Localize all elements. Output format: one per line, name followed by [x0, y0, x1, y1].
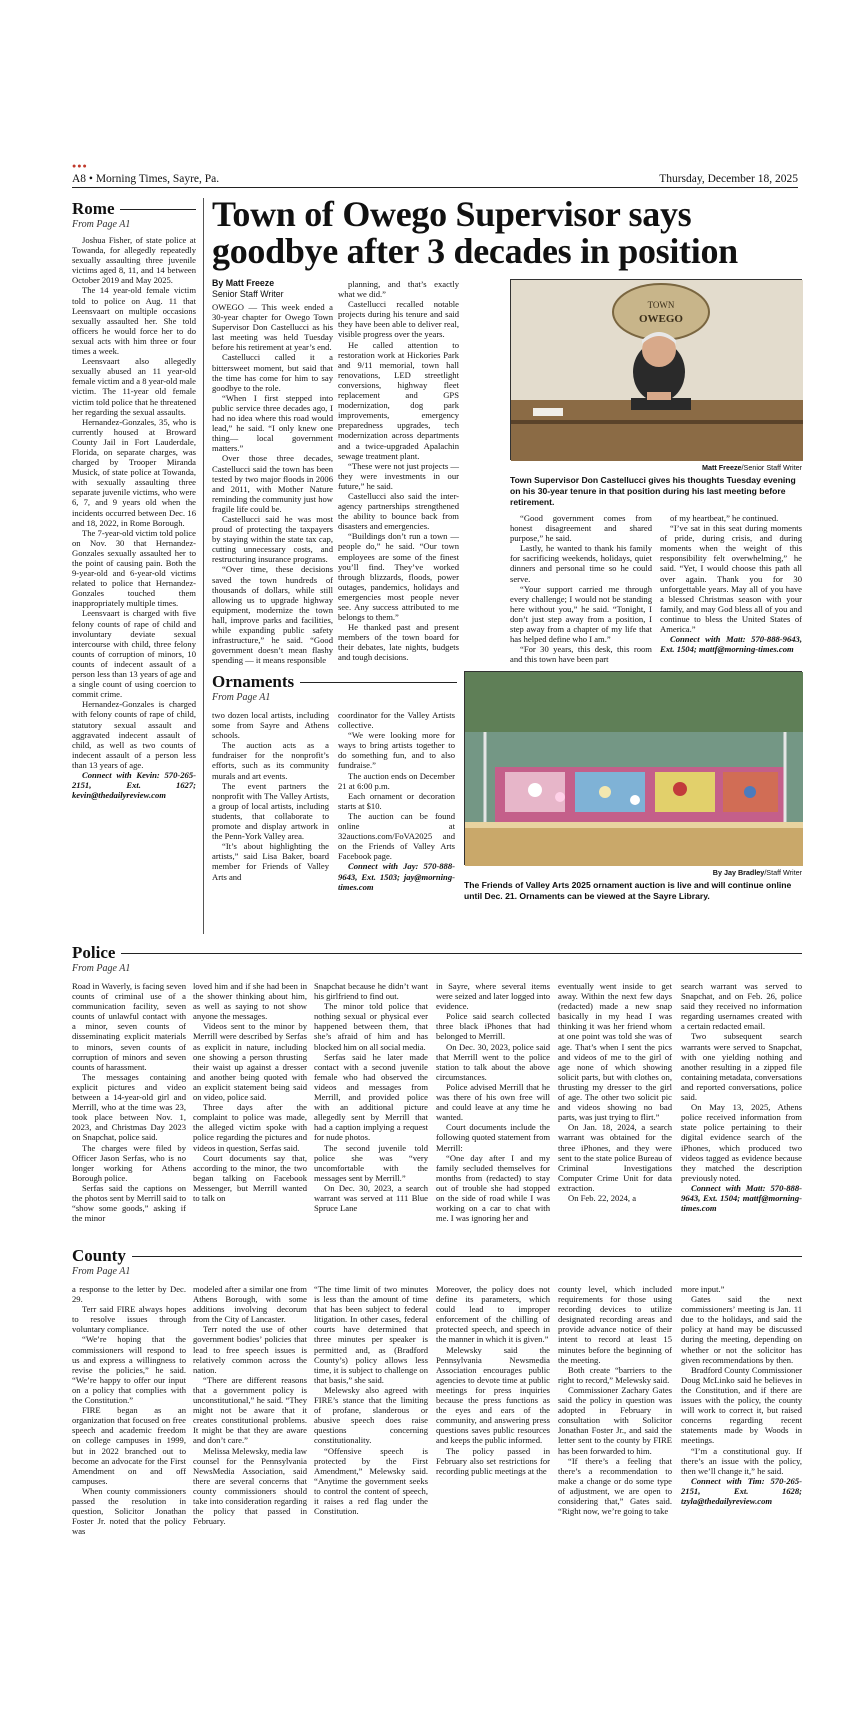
paragraph: Terr said FIRE always hopes to resolve issues through voluntary compliance. — [72, 1304, 186, 1335]
paragraph: Terr noted the use of other government bodies’ policies that lead to free speech issues is relatively common across the nation. — [193, 1324, 307, 1375]
paragraph: When county commissioners passed the resolution in question, Solicitor Jonathan Foster Jr. noted that the policy was — [72, 1485, 186, 1537]
police-column-4 — [436, 981, 550, 1236]
paragraph: Lastly, he wanted to thank his family for sacrificing weekends, holidays, quiet dinners and personal time so he could serve. — [510, 543, 652, 584]
paragraph: coordinator for the Valley Artists collective. — [338, 710, 455, 731]
paragraph: of my heartbeat,” he continued. — [670, 513, 779, 523]
ornaments-credit-title: /Staff Writer — [764, 868, 802, 877]
county-column-5 — [558, 1284, 672, 1552]
sign-text-1: TOWN — [647, 300, 675, 310]
paragraph: Videos sent to the minor by Merrill were described by Serfas as explicit in nature, including one showing a person thrusting their waist up against a dresser and another being quoted with an explicit statement being said on video, police said. — [193, 1021, 307, 1103]
paragraph: The second juvenile told police she was “very uncomfortable with the messages sent by Merrill.” — [314, 1142, 428, 1183]
page-folio: A8 • Morning Times, Sayre, Pa. — [72, 173, 220, 185]
county-column-6 — [681, 1284, 802, 1552]
paragraph: Serfas said he later made contact with a second juvenile female who had observed the videos and messages from Merrill, and provided police with an additional picture allegedly sent by Merrill that had a caption implying a request for nude photos. — [314, 1051, 428, 1143]
paragraph: The auction ends on December 21 at 6:00 p.m. — [338, 770, 455, 791]
ornaments-title: Ornaments — [212, 672, 295, 691]
column-divider — [203, 198, 204, 934]
ornament-auction-photo-art — [465, 672, 803, 866]
contact-line: Connect with Matt: 570-888-9643, Ext. 1504; mattf@morning-times.com — [681, 1182, 802, 1214]
paragraph: OWEGO — This week ended a 30-year chapter for Owego Town Supervisor Don Castellucci as his last meeting was held Tuesday before his retirement at year’s end. — [212, 302, 333, 353]
paragraph: On May 13, 2025, Athens police received information from state police pertaining to their digital evidence search of the iPhones, which produced two videos tagged as evidence because they matched the description previously noted. — [681, 1102, 802, 1183]
paragraph: “I’m a constitutional guy. If there’s an issue with the policy, then we’ll change it,” he said. — [681, 1445, 802, 1476]
owego-photo-caption: Town Supervisor Don Castellucci gives his thoughts Tuesday evening on his 30-year tenure in that position during his last meeting before retirement. — [510, 475, 796, 507]
paragraph: On Dec. 30, 2023, a search warrant was served at 111 Blue Spruce Lane — [314, 1182, 428, 1214]
paragraph: Three days after the complaint to police was made, the alleged victim spoke with police regarding the pictures and videos in question, Serfas said. — [193, 1102, 307, 1153]
paragraph: “When I first stepped into public service three decades ago, I had no idea where this road would lead,” he said. “I only knew one thing— local government matters.” — [212, 392, 333, 454]
ornaments-rule — [300, 682, 457, 683]
paragraph: Police advised Merrill that he was there of his own free will and could leave at any time he wanted. — [436, 1081, 550, 1123]
page-date: Thursday, December 18, 2025 — [659, 173, 798, 185]
owego-headline: Town of Owego Supervisor says goodbye after 3 decades in position — [212, 194, 738, 271]
byline-name: By Matt Freeze — [212, 278, 275, 288]
paragraph: Over those three decades, Castellucci said the town has been tested by two major floods in 2006 and 2011, with Mother Nature reminding the community just how fragile life could be. — [212, 453, 333, 514]
owego-credit-name: Matt Freeze — [702, 463, 742, 472]
paragraph: Each ornament or decoration starts at $10. — [338, 790, 455, 811]
ornaments-section-head — [212, 672, 457, 692]
police-title: Police — [72, 943, 116, 962]
paragraph: The event partners the nonprofit with The Valley Artists, a group of local artists, including students, that collaborate to promote and display artwork in the Penn-York Valley area. — [212, 780, 329, 842]
paragraph: search warrant was served to Snapchat, and on Feb. 26, police said they received no information regarding usernames created with a certain redacted email. — [681, 981, 802, 1032]
rome-section-head — [72, 199, 196, 219]
paragraph: “Over time, these decisions saved the town hundreds of thousands of dollars, while still allowing us to upgrade highway equipment, modernize the town hall, improve parks and facilities, while expanding public safety infrastructure,” he said. “Good government doesn’t mean flashy spending — it means responsible — [212, 564, 333, 666]
ornament-auction-photo — [464, 671, 802, 865]
owego-credit-title: /Senior Staff Writer — [741, 463, 802, 472]
paragraph: in Sayre, where several items were seized and later logged into evidence. — [436, 981, 550, 1012]
paragraph: “We’re hoping that the commissioners will respond to us and express a willingness to revise the policies,” he said. “We’re happy to offer our input on a policy that complies with the Constitution.” — [72, 1334, 186, 1406]
county-jump: From Page A1 — [72, 1266, 131, 1277]
paragraph: The 7-year-old victim told police on Nov. 30 that Hernandez-Gonzales sexually assaulted her to the point of causing pain. Both the 9-year-old and 6-year-old victims related to police that Hernandez-Gonzales touched them inappropriately multiple times. — [72, 527, 196, 609]
paragraph: The minor told police that nothing sexual or physical ever happened between them, that she’s afraid of him and has blocked him on all social media. — [314, 1001, 428, 1052]
paragraph: county level, which included requirements for those using recording devices to utilize designated recording areas and provide advance notice of their intent to record at least 15 minutes before the beginning of the meeting. — [558, 1284, 672, 1365]
paragraph: On Feb. 22, 2024, a — [568, 1192, 637, 1203]
paragraph: modeled after a similar one from Athens Borough, with some additions involving decorum from the City of Lancaster. — [193, 1284, 307, 1325]
paragraph: The messages containing explicit pictures and video between a 14-year-old girl and Merrill, who at the time was 23, took place between Nov. 1, 2023, and Christmas Day 2023 on Snapchat, police said. — [72, 1071, 186, 1143]
paragraph: a response to the letter by Dec. 29. — [72, 1284, 186, 1305]
county-column-2 — [193, 1284, 307, 1552]
paragraph: “Offensive speech is protected by the First Amendment,” Melewsky said. “Anytime the government seeks to control the content of speech, it raises a red flag under the Constitution. — [314, 1445, 428, 1517]
owego-column-4 — [660, 513, 802, 655]
paragraph: He thanked past and present members of the town board for their debates, late nights, budgets and tough decisions. — [338, 622, 459, 663]
paragraph: “I’ve sat in this seat during moments of pride, during crisis, and during moments when the weight of this responsibility felt overwhelming,” he said. “Yet, I would choose this path all over again. Thank you for 30 unforgettable years. May all of you have a blessed Christmas season with your family, and may God bless all of you and continue to bless the United States of America.” — [660, 523, 802, 635]
paragraph: eventually went inside to get away. Within the next few days (redacted) made a new snap basically in my head I was thinking it was her friend whom at one point was told she was of age. That’s when I sent the pics and videos of me to the girl of age none of which showing solicit parts, but with clothes on, thrusting my dresser to the girl of age. The other two solicit pic and videos showing no bad parts, was just trying to flirt.” — [558, 981, 672, 1123]
paragraph: “One day after I and my family secluded themselves for months from (redacted) to stay out of trouble she had stopped on the side of road while I was working on a car to chat with me. I was ignoring her and — [436, 1152, 550, 1224]
county-column-1 — [72, 1284, 186, 1552]
county-rule — [132, 1256, 802, 1257]
rome-column — [72, 235, 196, 935]
paragraph: Serfas said the captions on the photos sent by Merrill said to “show some goods,” asking if the minor — [72, 1182, 186, 1224]
ornaments-photo-caption: The Friends of Valley Arts 2025 ornament auction is live and will continue online until Dec. 21. Ornaments can be viewed at the Sayre Library. — [464, 880, 792, 901]
rome-jump: From Page A1 — [72, 219, 131, 230]
owego-column-2 — [338, 279, 459, 663]
paragraph: “Your support carried me through every challenge; I would not be standing here without you,” he said. “Tonight, I don’t just step away from a position, I step away from a chapter of my life that has helped define who I am.” — [510, 583, 652, 645]
ornaments-photo-credit — [464, 868, 802, 877]
ornaments-column-2 — [338, 710, 455, 934]
paragraph: Hernandez-Gonzales, 35, who is currently housed at Broward County Jail in Fort Lauderdale, Florida, on separate charges, was charged by Trooper Miranda Musick, of state police at Towanda, with sexually assaulting three separate juvenile victims, who were 6, 7, and 9 years old when the incidents occurred between Dec. 16 and 18, 2022, in Rome Borough. — [72, 416, 196, 528]
paragraph: two dozen local artists, including some from Sayre and Athens schools. — [212, 710, 329, 741]
paragraph: “These were not just projects — they were investments in our future,” he said. — [338, 460, 459, 491]
owego-photo-credit — [510, 463, 802, 472]
paragraph: Moreover, the policy does not define its parameters, which could lead to improper enforcement of the chilling of protected speech, and speech in the manner in which it is given.” — [436, 1284, 550, 1345]
paragraph: more input.” — [681, 1284, 725, 1294]
county-section-head — [72, 1246, 802, 1266]
county-column-4 — [436, 1284, 550, 1552]
police-column-2 — [193, 981, 307, 1236]
paragraph: On Jan. 18, 2024, a search warrant was obtained for the three iPhones, and they were sent to the state police Bureau of Criminal Investigations Computer Crime Unit for data extraction. — [558, 1122, 672, 1193]
paragraph: The auction can be found online at 32auctions.com/FoVA2025 and on the Friends of Valley Arts Facebook page. — [338, 810, 455, 862]
owego-byline — [212, 278, 284, 300]
paragraph: Bradford County Commissioner Doug McLinko said he believes in the Constitution, and if there are issues with the policy, the county will work to correct it, but raised concerns regarding recent statements made by Woods in meetings. — [681, 1364, 802, 1446]
paragraph: Castellucci called it a bittersweet moment, but said that the time has come for him to say goodbye to the role. — [212, 352, 333, 393]
castellucci-photo — [510, 279, 802, 460]
paragraph: Both create “barriers to the right to record,” Melewsky said. — [558, 1364, 672, 1385]
sign-text-2: OWEGO — [638, 313, 684, 325]
paragraph: Hernandez-Gonzales is charged with felony counts of rape of child, statutory sexual assault and aggravated indecent assault of child, as well as two counts of indecent assault of a person less than 13 years of age. — [72, 699, 196, 770]
contact-line: Connect with Kevin: 570-265-2151, Ext. 1627; kevin@thedailyreview.com — [72, 769, 196, 801]
rome-title: Rome — [72, 199, 115, 218]
rome-rule — [120, 209, 196, 210]
paragraph: The policy passed in February also set restrictions for recording public meetings at the — [436, 1445, 550, 1476]
police-rule — [121, 953, 802, 954]
paragraph: planning, and that’s exactly what we did.” — [338, 279, 459, 300]
byline-title: Senior Staff Writer — [212, 289, 284, 299]
paragraph: “If there’s a feeling that there’s a recommendation to make a change or do some type of adjustment, we are open to considering that,” Gates said. “Right now, we’re going to take — [558, 1455, 672, 1517]
paragraph: Police said search collected three black iPhones that had belonged to Merrill. — [436, 1011, 550, 1042]
castellucci-photo-art — [511, 280, 803, 461]
paragraph: “For 30 years, this desk, this room and this town have been part — [510, 644, 652, 665]
paragraph: “The time limit of two minutes is less than the amount of time that has been subject to federal litigation. In other cases, federal courts have determined that three minutes per speaker is permitted and, as (Bradford County’s) policy allows less time, it is subject to challenge on that basis,” she said. — [314, 1284, 428, 1385]
contact-line: Connect with Tim: 570-265-2151, Ext. 1628; tzyla@thedailyreview.com — [681, 1475, 802, 1506]
paragraph: Leensvaart also allegedly sexually abused an 11 year-old female victim and a 8 year-old male victim. The 11-year old female victim told police that he threatened her regarding the sexual assaults. — [72, 356, 196, 417]
owego-column-3 — [510, 513, 652, 665]
ornaments-credit-name: By Jay Bradley — [712, 868, 765, 877]
owego-column-1 — [212, 302, 333, 666]
police-column-6 — [681, 981, 802, 1236]
paragraph: Castellucci said he was most proud of protecting the taxpayers by staying within the state tax cap, cutting unnecessary costs, and restructuring insurance programs. — [212, 513, 333, 565]
paragraph: He called attention to restoration work at Hickories Park and 9/11 memorial, town hall renovations, LED streetlight conversions, highway fleet replacement and GPS modernization, dog park improvements, emergency preparedness upgrades, tech modernization across departments and a twice-upgraded Apalachin sewage treatment plant. — [338, 339, 459, 461]
paragraph: loved him and if she had been in the shower thinking about him, as well as saying to not show anyone the messages. — [193, 981, 307, 1022]
contact-line: Connect with Matt: 570-888-9643, Ext. 1504; mattf@morning-times.com — [660, 634, 802, 655]
paragraph: Joshua Fisher, of state police at Towanda, for allegedly repeatedly sexually assaulting three juvenile victims aged 8, 11, and 14 between October 2019 and May 2025. — [72, 235, 196, 286]
page-header — [72, 162, 798, 188]
paragraph: Court documents include the following quoted statement from Merrill: — [436, 1122, 550, 1153]
paragraph: “Good government comes from honest disagreement and shared purpose,” he said. — [510, 513, 652, 544]
police-jump: From Page A1 — [72, 963, 131, 974]
paragraph: FIRE began as an organization that focused on free speech and academic freedom on college campuses in 1999, but in 2022 branched out to become an advocate for the First Amendment on and off campuses. — [72, 1405, 186, 1486]
paragraph: The auction acts as a fundraiser for the nonprofit’s efforts, such as its community murals and art events. — [212, 740, 329, 781]
paragraph: On Dec. 30, 2023, police said that Merrill went to the police station to talk about the above circumstances. — [436, 1041, 550, 1082]
paragraph: “It’s about highlighting the artists,” said Lisa Baker, board member for Friends of Valley Arts and — [212, 841, 329, 882]
paragraph: Road in Waverly, is facing seven counts of criminal use of a communication facility, seven counts of unlawful contact with a minor, seven counts of disseminating explicit materials to minors, seven counts of corruption of minors and seven counts of harassment. — [72, 981, 186, 1072]
ornaments-column-1 — [212, 710, 329, 934]
paragraph: Castellucci recalled notable projects during his tenure and said they have been able to deliver real, visible progress over the years. — [338, 299, 459, 340]
police-section-head — [72, 943, 802, 963]
paragraph: “There are different reasons that a government policy is unconstitutional,” he said. “They might not be aware that it creates constitutional problems. It might be that they are aware and don’t care.” — [193, 1374, 307, 1446]
decorative-dots: ●●● — [72, 162, 88, 170]
paragraph: The 14 year-old female victim told to police on Aug. 11 that Leensvaart on multiple occasions sexually assaulted her. She told officers he would force her to do sexual acts with him three or four times a week. — [72, 285, 196, 357]
ornaments-jump: From Page A1 — [212, 692, 271, 703]
paragraph: Commissioner Zachary Gates said the policy in question was adopted in February in consultation with Solicitor Jonathan Foster Jr., and said the letter sent to the county by FIRE has been forwarded to him. — [558, 1384, 672, 1456]
paragraph: Leensvaart is charged with five felony counts of rape of child and involuntary deviate sexual intercourse with child, three felony counts of corruption of minors, 10 counts of indecent assault of a person less than 13 years of age and a single count of using coercion to commit crime. — [72, 608, 196, 700]
county-title: County — [72, 1246, 126, 1265]
police-column-3 — [314, 981, 428, 1236]
contact-line: Connect with Jay: 570-888-9643, Ext. 1503; jay@morning-times.com — [338, 861, 455, 892]
paragraph: Melissa Melewsky, media law counsel for the Pennsylvania NewsMedia Association, said there are several concerns that county commissioners should take into consideration regarding the policy that passed in February. — [193, 1445, 307, 1527]
county-column-3 — [314, 1284, 428, 1552]
police-column-5 — [558, 981, 672, 1236]
paragraph: Melewsky also agreed with FIRE’s stance that the limiting of profane, slanderous or abusive speech does raise questions concerning constitutionality. — [314, 1384, 428, 1446]
paragraph: Snapchat because he didn’t want his girlfriend to find out. — [314, 981, 428, 1002]
paragraph: Court documents say that, according to the minor, the two began talking on Facebook Messenger, but Merrill wanted to talk on — [193, 1152, 307, 1203]
paragraph: “Buildings don’t run a town — people do,” he said. “Our town employees are some of the finest you’ll find. They’ve worked through blizzards, floods, power outages, pandemics, holidays and emergencies most people never see. Any success attributed to me belongs to them.” — [338, 531, 459, 623]
paragraph: Gates said the next commissioners’ meeting is Jan. 11 due to the holidays, and said the policy at hand may be discussed during the meeting, depending on whether or not the solicitor has given recommendations by then. — [681, 1294, 802, 1365]
police-column-1 — [72, 981, 186, 1236]
paragraph: Melewsky said the Pennsylvania Newsmedia Association encourages public agencies to devote time at public meetings for press inquiries because the press functions as the eyes and ears of the community, and answering press questions saves public resources and keeps the public informed. — [436, 1344, 550, 1446]
paragraph: Two subsequent search warrants were served to Snapchat, with one yielding nothing and another resulting in a zipped file containing metadata, conversations and reported conversations, police said. — [681, 1031, 802, 1103]
paragraph: The charges were filed by Officer Jason Serfas, who is no longer working for Athens Borough police. — [72, 1142, 186, 1183]
paragraph: “We were looking more for ways to bring artists together to do something fun, and to also fundraise.” — [338, 730, 455, 771]
paragraph: Castellucci also said the inter-agency partnerships strengthened the ability to bounce back from disasters and emergencies. — [338, 490, 459, 532]
